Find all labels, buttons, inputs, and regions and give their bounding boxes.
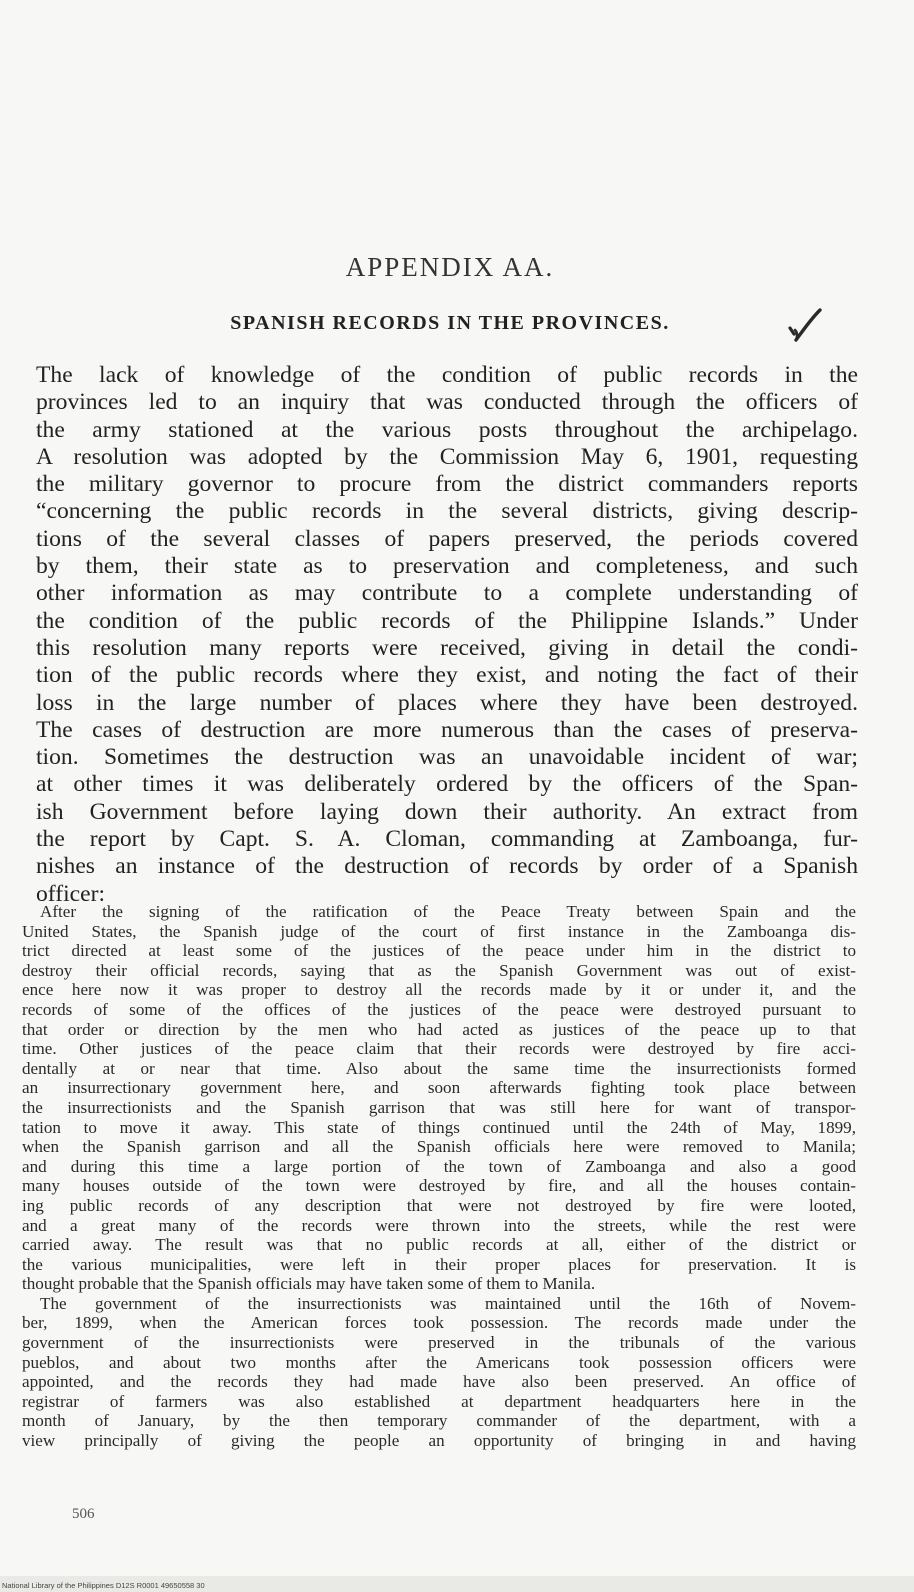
- main-line: tion. Sometimes the destruction was an unavoidable incident of war;: [36, 744, 858, 771]
- main-line: tions of the several classes of papers preserved, the periods covered: [36, 525, 858, 552]
- main-line: provinces led to an inquiry that was conducted through the officers of: [36, 389, 858, 416]
- quote-line: ing public records of any description that were not destroyed by fire were looted,: [22, 1195, 856, 1215]
- quoted-extract: [22, 902, 856, 1451]
- quote-line: thought probable that the Spanish officials may have taken some of them to Manila.: [22, 1274, 596, 1294]
- quote-line: The government of the insurrectionists was maintained until the 16th of Novem-: [40, 1293, 856, 1313]
- quote-line: view principally of giving the people an opportunity of bringing in and having: [22, 1431, 856, 1451]
- quote-line: dentally at or near that time. Also about the same time the insurrectionists formed: [22, 1058, 856, 1078]
- quote-line: many houses outside of the town were destroyed by fire, and all the houses contain-: [22, 1176, 856, 1196]
- main-line: A resolution was adopted by the Commission May 6, 1901, requesting: [36, 443, 858, 470]
- quote-line: After the signing of the ratification of the Peace Treaty between Spain and the: [40, 902, 856, 921]
- scan-footer: [0, 1576, 914, 1592]
- main-line: the condition of the public records of the Philippine Islands.” Under: [36, 607, 858, 634]
- main-line: the military governor to procure from the district commanders reports: [36, 471, 858, 498]
- quote-line: the various municipalities, were left in their proper places for preservation. It is: [22, 1254, 856, 1274]
- quote-line: records of some of the offices of the justices of the peace were destroyed pursuant to: [22, 999, 856, 1019]
- main-line: the army stationed at the various posts throughout the archipelago.: [36, 416, 858, 443]
- quote-line: ber, 1899, when the American forces took possession. The records made under the: [22, 1313, 856, 1333]
- main-line: the report by Capt. S. A. Cloman, commanding at Zamboanga, fur-: [36, 826, 858, 853]
- main-line: nishes an instance of the destruction of records by order of a Spanish: [36, 853, 858, 880]
- quote-line: tation to move it away. This state of things continued until the 24th of May, 1899,: [22, 1117, 856, 1137]
- quote-line: government of the insurrectionists were preserved in the tribunals of the various: [22, 1333, 856, 1353]
- quote-line: when the Spanish garrison and all the Spanish officials here were removed to Manila;: [22, 1137, 856, 1157]
- quote-line: month of January, by the then temporary commander of the department, with a: [22, 1411, 856, 1431]
- main-line: this resolution many reports were received, giving in detail the condi-: [36, 634, 858, 661]
- main-line: other information as may contribute to a complete understanding of: [36, 580, 858, 607]
- main-line: loss in the large number of places where they have been destroyed.: [36, 689, 858, 716]
- quote-line: ence here now it was proper to destroy all the records made by it or under it, and the: [22, 980, 856, 1000]
- main-line: The lack of knowledge of the condition of public records in the: [36, 362, 858, 388]
- main-line: ish Government before laying down their authority. An extract from: [36, 798, 858, 825]
- quote-line: that order or direction by the men who had acted as justices of the peace up to that: [22, 1019, 856, 1039]
- quote-line: the insurrectionists and the Spanish garrison that was still here for want of transpor-: [22, 1097, 856, 1117]
- quote-line: time. Other justices of the peace claim that their records were destroyed by fire acci-: [22, 1039, 856, 1059]
- quote-line: and a great many of the records were thrown into the streets, while the rest were: [22, 1215, 856, 1235]
- main-line: The cases of destruction are more numerous than the cases of preserva-: [36, 716, 858, 743]
- quote-line: carried away. The result was that no public records at all, either of the district or: [22, 1235, 856, 1255]
- section-title: SPANISH RECORDS IN THE PROVINCES.: [230, 312, 670, 334]
- main-line: by them, their state as to preservation and completeness, and such: [36, 553, 858, 580]
- appendix-title: APPENDIX AA.: [345, 252, 555, 282]
- main-line: at other times it was deliberately ordered by the officers of the Span-: [36, 771, 858, 798]
- quote-line: United States, the Spanish judge of the court of first instance in the Zamboanga dis-: [22, 921, 856, 941]
- quote-line: pueblos, and about two months after the Americans took possession officers were: [22, 1352, 856, 1372]
- scan-footer-text: National Library of the Philippines D12S R0001 49650558 30: [2, 1581, 205, 1590]
- page-number: 506: [72, 1506, 95, 1522]
- main-line: “concerning the public records in the several districts, giving descrip-: [36, 498, 858, 525]
- quote-line: destroy their official records, saying that as the Spanish Government was out of exist-: [22, 960, 856, 980]
- main-line: tion of the public records where they exist, and noting the fact of their: [36, 662, 858, 689]
- main-line: officer:: [36, 880, 105, 907]
- handwritten-check-mark-icon: [784, 306, 826, 346]
- quote-line: and during this time a large portion of the town of Zamboanga and also a good: [22, 1156, 856, 1176]
- quote-line: trict directed at least some of the justices of the peace under him in the district to: [22, 941, 856, 961]
- quote-line: appointed, and the records they had made have also been preserved. An office of: [22, 1372, 856, 1392]
- main-paragraph: [36, 362, 858, 908]
- quote-line: an insurrectionary government here, and soon afterwards fighting took place between: [22, 1078, 856, 1098]
- quote-line: registrar of farmers was also established at department headquarters here in the: [22, 1391, 856, 1411]
